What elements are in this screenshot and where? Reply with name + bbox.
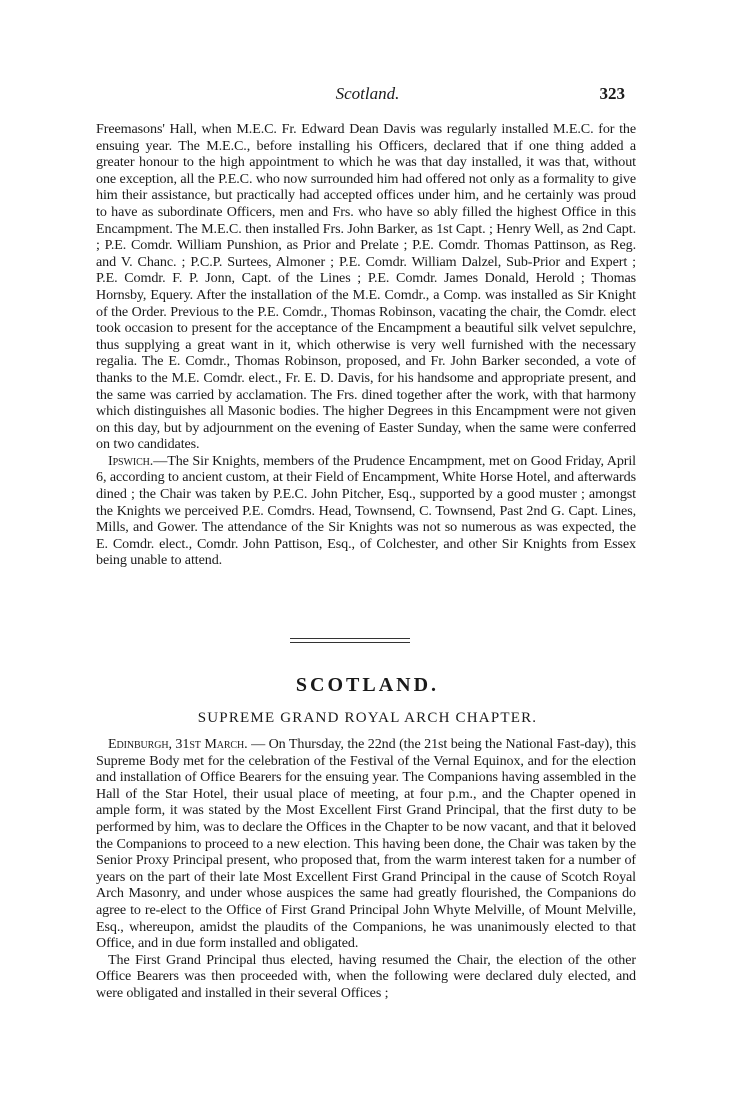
body-text-upper bbox=[96, 121, 636, 569]
divider-line-1 bbox=[290, 638, 410, 639]
running-head: Scotland. bbox=[335, 84, 400, 103]
section-title: SCOTLAND. bbox=[295, 674, 440, 696]
paragraph-edinburgh-text: — On Thursday, the 22nd (the 21st being the National Fast-day), this Supreme Body met for the celebration of the Festival of the Vernal Equinox, and for the election and installation of Office Bearers for the ensuing year. The Companions having assembled in the Hall of the Star Hotel, their usual place of meeting, at four p.m., and the Chapter opened in ample form, it was stated by the Most Excellent First Grand Principal, that the first duty to be performed by him, was to declare the Offices in the Chapter to be now vacant, and that it beloved the Companions to proceed to a new election. This having been done, the Chair was taken by the Senior Proxy Principal present, who proposed that, from the warm interest taken for a number of years on the part of their late Most Excellent First Grand Principal in the cause of Scotch Royal Arch Masonry, and under whose auspices the same had greatly flourished, the Companions do agree to re-elect to the Office of First Grand Principal John Whyte Melville, of Mount Melville, Esq., whereupon, amidst the plaudits of the Companions, he was unanimously elected to that Office, and in due form installed and obligated. bbox=[96, 736, 636, 952]
section-divider bbox=[290, 638, 410, 646]
paragraph-election: The First Grand Principal thus elected, having resumed the Chair, the election of the other Office Bearers was then proceeded with, when the following were declared duly elected, and were obligated and installed in their several Offices ; bbox=[96, 951, 636, 1001]
paragraph-ipswich bbox=[96, 453, 636, 569]
page-header bbox=[0, 84, 735, 106]
body-text-lower bbox=[96, 736, 636, 1002]
paragraph-edinburgh bbox=[96, 736, 636, 952]
paragraph-ipswich-text: —The Sir Knights, members of the Prudence Encampment, met on Good Friday, April 6, according to ancient custom, at their Field of Encampment, White Horse Hotel, and afterwards dined ; the Chair was taken by P.E.C. John Pitcher, Esq., supported by a good muster ; amongst the Knights we perceived P.E. Comdrs. Head, Townsend, C. Townsend, Past 2nd G. Capt. Lines, Mills, and Gower. The attendance of the Sir Knights was not so numerous as was expected, the E. Comdr. elect., Comdr. John Pattison, Esq., of Colchester, and other Sir Knights from Essex being unable to attend. bbox=[96, 452, 636, 569]
section-subtitle: SUPREME GRAND ROYAL ARCH CHAPTER. bbox=[197, 710, 538, 726]
place-heading-edinburgh: Edinburgh, 31st March. bbox=[108, 736, 248, 752]
place-heading-ipswich: Ipswich. bbox=[108, 452, 154, 469]
divider-line-2 bbox=[290, 642, 410, 643]
paragraph-continued: Freemasons' Hall, when M.E.C. Fr. Edward Dean Davis was regularly installed M.E.C. for the ensuing year. The M.E.C., before installing his Officers, declared that if one thing added a greater honour to the high appointment to which he was that day installed, it was that, without one exception, all the P.E.C. who now surrounded him had offered not only as a formality to give him their assistance, but practically had accepted offices under him, and he certainly was proud to have as subordinate Officers, men and Frs. who have so ably filled the highest Office in this Encampment. The M.E.C. then installed Frs. John Barker, as 1st Capt. ; Henry Well, as 2nd Capt. ; P.E. Comdr. William Punshion, as Prior and Prelate ; P.E. Comdr. Thomas Pattinson, as Reg. and V. Chanc. ; P.C.P. Surtees, Almoner ; P.E. Comdr. William Dalzel, Sub-Prior and Expert ; P.E. Comdr. F. P. Jonn, Capt. of the Lines ; P.E. Comdr. James Donald, Herold ; Thomas Hornsby, Equery. After the installation of the M.E. Comdr., a Comp. was installed as Sir Knight of the Order. Previous to the P.E. Comdr., Thomas Robinson, vacating the chair, the Comdr. elect took occasion to present for the acceptance of the Encampment a beautiful silk velvet sepulchre, thus supplying a great want in it, which otherwise is very well furnished with the necessary regalia. The E. Comdr., Thomas Robinson, proposed, and Fr. John Barker seconded, a vote of thanks to the M.E. Comdr. elect., Fr. E. D. Davis, for his handsome and appropriate present, and the same was carried by acclamation. The Frs. dined together after the work, with that harmony which distinguishes all Masonic bodies. The higher Degrees in this Encampment were not given on this day, but by adjournment on the evening of Easter Sunday, when the same were conferred on two candidates. bbox=[96, 121, 636, 453]
page-number: 323 bbox=[599, 84, 625, 103]
